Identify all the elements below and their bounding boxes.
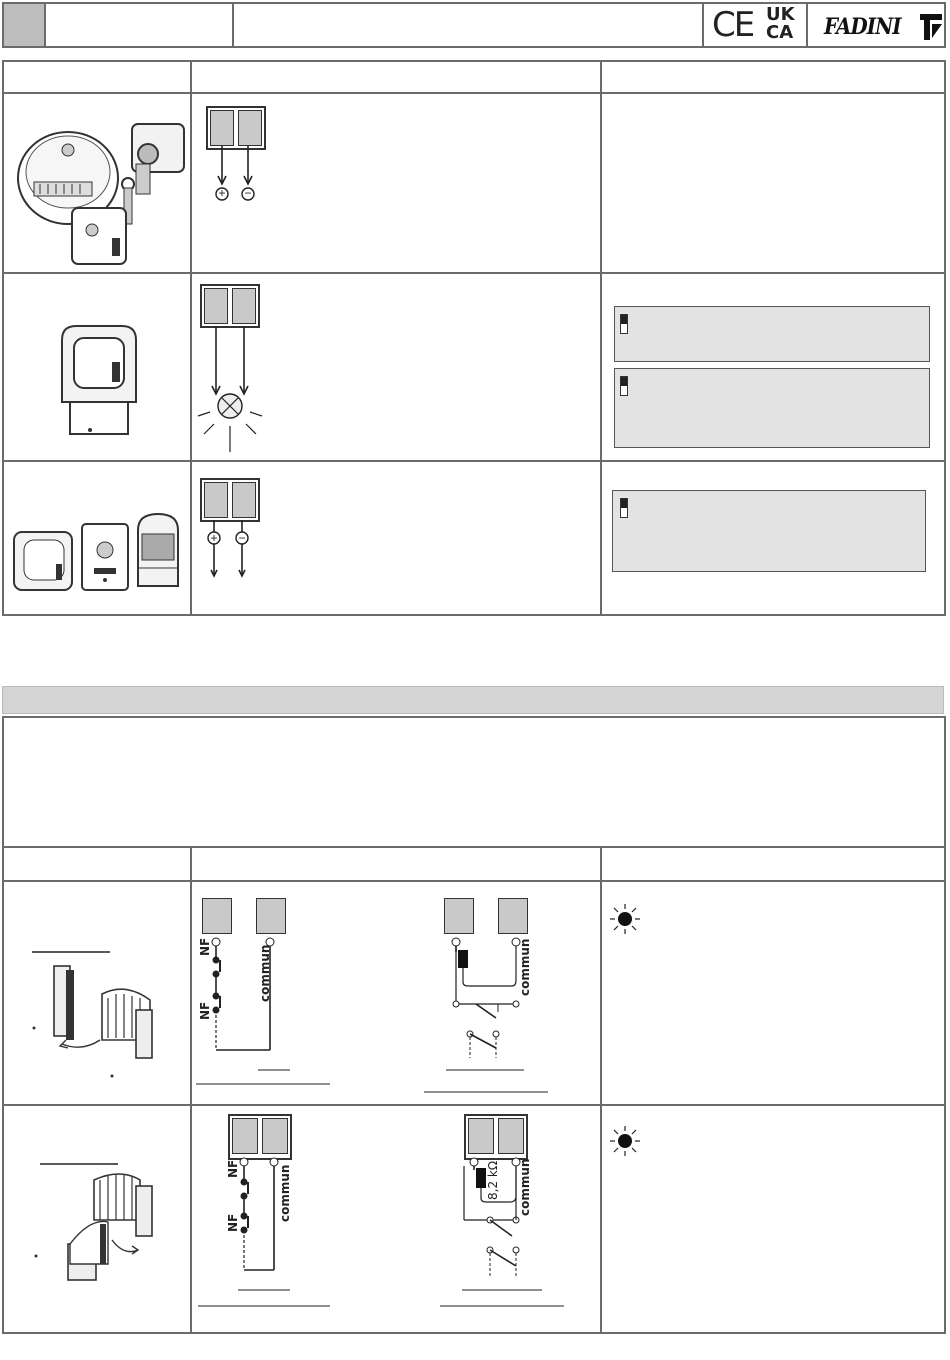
terminal <box>202 898 232 934</box>
brand-emblem-icon <box>918 12 944 42</box>
wiring-lines <box>200 146 280 206</box>
column-divider <box>600 848 602 1332</box>
lamp-symbol-icon <box>200 326 270 456</box>
led-blinking-icon <box>608 1124 642 1158</box>
ukca-mark-ca: CA <box>766 22 794 43</box>
dip-switch-knob <box>621 377 627 386</box>
terminal <box>262 1118 288 1154</box>
nf-label: NF <box>198 937 212 956</box>
push-button-devices-illustration <box>10 510 190 594</box>
header-divider <box>702 4 704 46</box>
commun-label: commun <box>518 1158 532 1216</box>
terminal <box>238 110 262 146</box>
nf-label: NF <box>226 1159 240 1178</box>
row-divider <box>4 846 944 848</box>
commun-label: commun <box>258 944 272 1002</box>
ukca-mark-uk: UK <box>766 4 795 25</box>
terminal <box>232 288 256 324</box>
commun-label: commun <box>518 938 532 996</box>
dip-switch-knob <box>621 499 627 508</box>
column-divider <box>190 62 192 614</box>
terminal-plus-label: + <box>218 186 226 200</box>
nf-label: NF <box>198 1001 212 1020</box>
terminal <box>498 898 528 934</box>
resistor-value-label: 8,2 kΩ <box>486 1160 500 1200</box>
header-divider <box>44 4 46 46</box>
terminal <box>232 482 256 518</box>
gate-opening-illustration <box>26 948 176 1078</box>
nf-label: NF <box>226 1213 240 1232</box>
nf-contacts-wiring <box>226 1156 366 1316</box>
wiring-lines <box>196 520 276 582</box>
info-panel <box>614 306 930 362</box>
row-divider <box>4 880 944 882</box>
column-divider <box>600 62 602 614</box>
terminal-plus-label: + <box>210 531 218 545</box>
led-blinking-icon <box>608 902 642 936</box>
header-divider <box>806 4 808 46</box>
section-title-bar <box>2 686 944 714</box>
terminal-minus-label: − <box>244 186 252 200</box>
terminal <box>204 482 228 518</box>
row-divider <box>4 1104 944 1106</box>
page-number-tab <box>4 4 44 46</box>
terminal <box>210 110 234 146</box>
terminal <box>444 898 474 934</box>
terminal <box>256 898 286 934</box>
header-bar <box>2 2 946 48</box>
brand-logo: FADINI <box>824 14 901 40</box>
flashing-lamp-illustration <box>54 322 144 442</box>
header-divider <box>232 4 234 46</box>
table-header-row <box>4 62 944 94</box>
info-panel <box>612 490 926 572</box>
row-divider <box>4 460 944 462</box>
resistor-switch-wiring <box>440 934 580 1094</box>
info-panel <box>614 368 930 448</box>
dip-switch-knob <box>621 315 627 324</box>
column-divider <box>190 848 192 1332</box>
terminal <box>204 288 228 324</box>
gate-opening-illustration <box>30 1160 180 1290</box>
key-selector-devices-illustration <box>8 120 188 270</box>
terminal <box>498 1118 524 1154</box>
ce-mark: CE <box>712 5 754 45</box>
row-divider <box>4 272 944 274</box>
terminal <box>232 1118 258 1154</box>
terminal <box>468 1118 494 1154</box>
commun-label: commun <box>278 1164 292 1222</box>
terminal-minus-label: − <box>238 531 246 545</box>
